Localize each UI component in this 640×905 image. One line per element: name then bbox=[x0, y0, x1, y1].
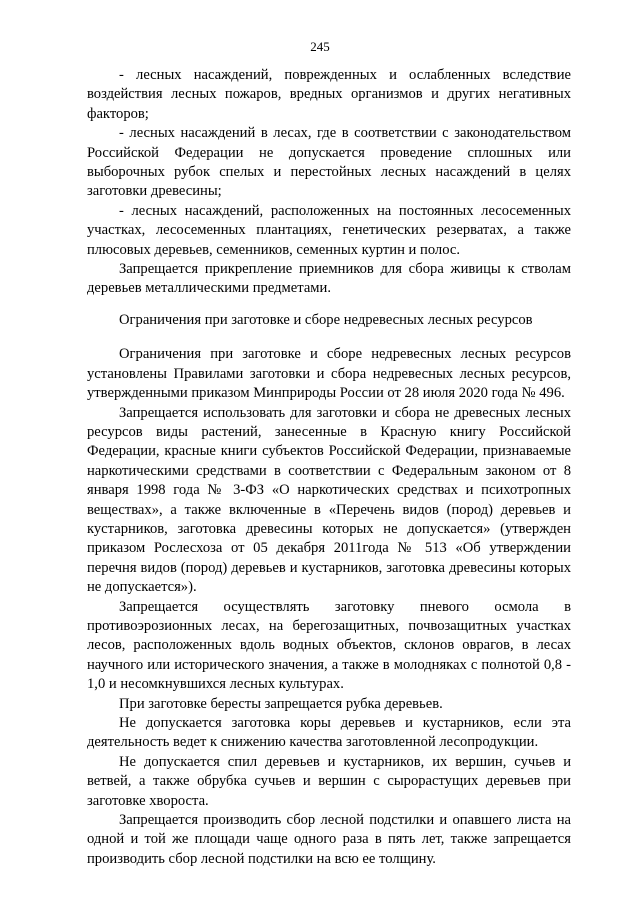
page-number: 245 bbox=[310, 39, 330, 54]
bullet-restricted-forests: - лесных насаждений в лесах, где в соответствии с законодательством Российской Федерации не допускается проведение сплошных или выборочных рубок спелых и перестойных лесных насаждений в целях заготовки древесины; bbox=[87, 125, 571, 200]
birch-bark-paragraph: При заготовке бересты запрещается рубка деревьев. bbox=[119, 695, 443, 712]
rules-paragraph: Ограничения при заготовке и сборе недревесных лесных ресурсов установлены Правилами заготовки и сбора недревесных лесных ресурсов, утвержденными приказом Минприроды России от 28 июля 2020 года № 496. bbox=[87, 346, 571, 402]
stump-resin-paragraph: Запрещается осуществлять заготовку пневого осмола в противоэрозионных лесах, на берегозащитных, почвозащитных участках лесов, расположенных вдоль водных объектов, склонов оврагов, в лесах научного или исторического значения, а также в молодняках с полнотой 0,8 - 1,0 и несомкнувшихся лесных культурах. bbox=[87, 598, 571, 693]
resin-collector-paragraph: Запрещается прикрепление приемников для сбора живицы к стволам деревьев металлическими предметами. bbox=[87, 261, 571, 297]
bullet-damaged-stands: - лесных насаждений, поврежденных и ослабленных вследствие воздействия лесных пожаров, вредных организмов и других негативных факторов; bbox=[87, 67, 571, 122]
brushwood-paragraph: Не допускается спил деревьев и кустарников, их вершин, сучьев и ветвей, а также обрубка сучьев и вершин с сырорастущих деревьев при заготовке хвороста. bbox=[87, 753, 571, 809]
bark-harvest-paragraph: Не допускается заготовка коры деревьев и кустарников, если эта деятельность ведет к снижению качества заготовленной лесопродукции. bbox=[87, 715, 571, 751]
forest-litter-paragraph: Запрещается производить сбор лесной подстилки и опавшего листа на одной и той же площади чаще одного раза в пять лет, также запрещается производить сбор лесной подстилки на всю ее толщину. bbox=[87, 812, 571, 867]
prohibited-species-paragraph: Запрещается использовать для заготовки и сбора не древесных лесных ресурсов виды растений, занесенные в Красную книгу Российской Федерации, красные книги субъектов Российской Федерации, признаваемые наркотическими средствами в соответствии с Федеральным законом от 8 января 1998 года № 3-ФЗ «О наркотических средствах и психотропных веществах», а также включенные в «Перечень видов (пород) деревьев и кустарников, заготовка древесины которых не допускается» (утвержден приказом Рослесхоза от 05 декабря 2011года № 513 «Об утверждении перечня видов (пород) деревьев и кустарников, заготовка древесины которых не допускается»). bbox=[87, 404, 571, 596]
section-heading: Ограничения при заготовке и сборе недревесных лесных ресурсов bbox=[119, 311, 533, 328]
page-content bbox=[87, 66, 571, 869]
bullet-seed-plots: - лесных насаждений, расположенных на постоянных лесосеменных участках, лесосеменных плантациях, генетических резерватах, а также плюсовых деревьев, семенников, семенных куртин и полос. bbox=[87, 202, 571, 258]
